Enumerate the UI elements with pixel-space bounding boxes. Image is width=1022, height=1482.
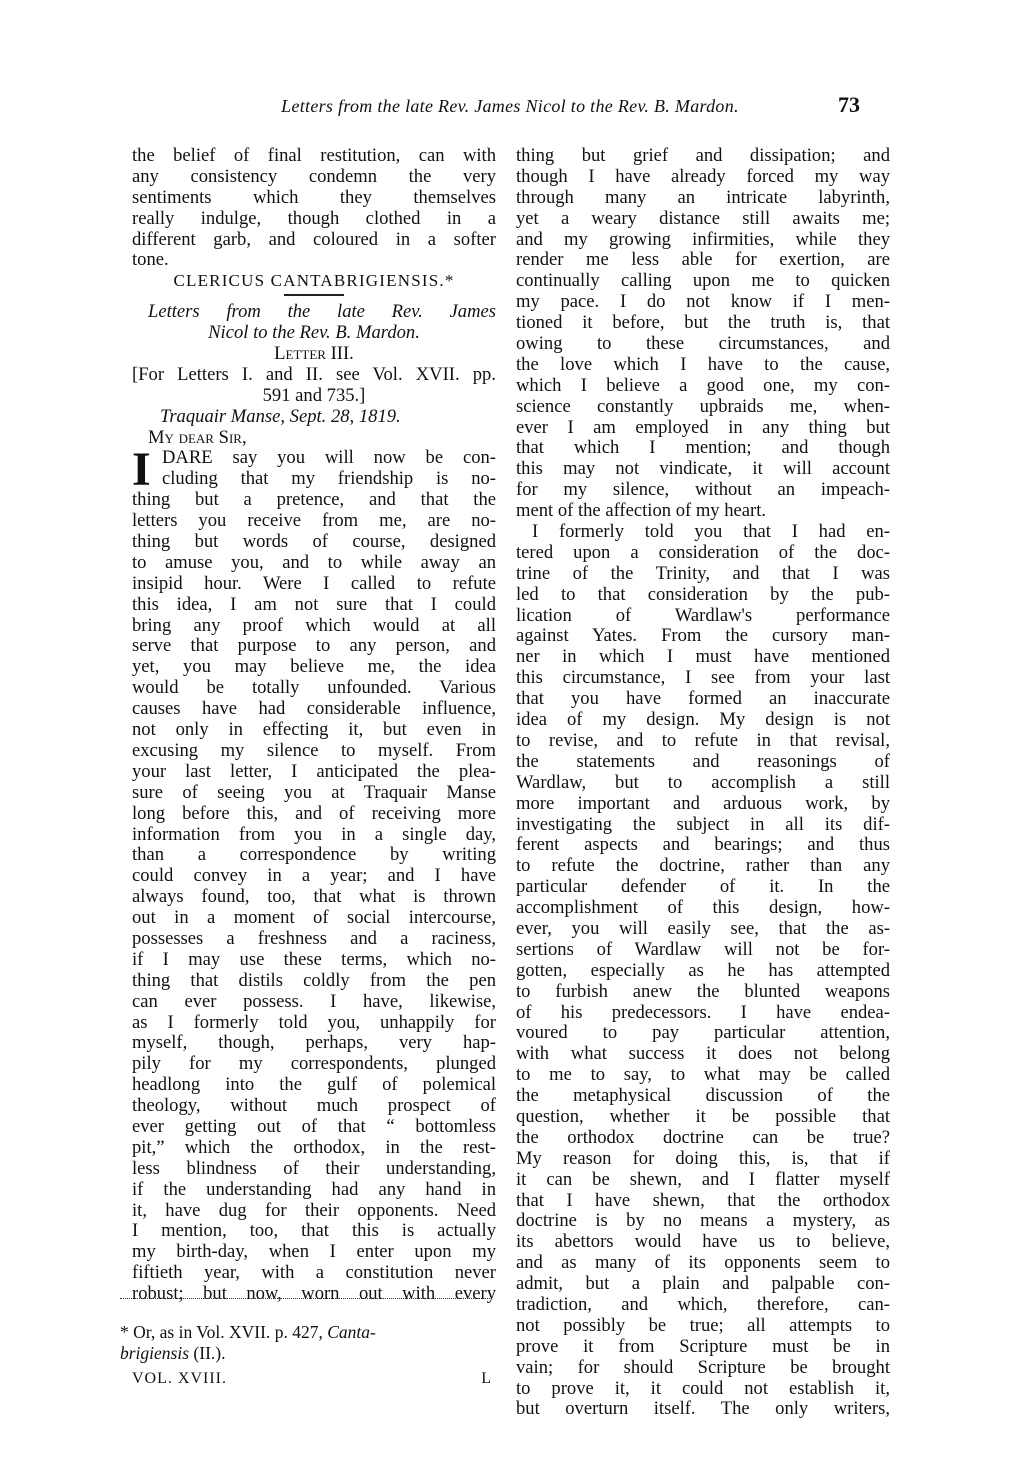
text-line: pit,” which the orthodox, in the rest- [132, 1137, 496, 1158]
text-line: ment of the affection of my heart. [516, 501, 767, 522]
text-line: ferent aspects and bearings; and thus [516, 835, 890, 856]
text-line: thing but grief and dissipation; and [516, 146, 890, 166]
text-line: would be totally unfounded. Various [132, 678, 496, 699]
text-line: ever I am employed in any thing but [516, 417, 890, 438]
text-line: DARE say you will now be con- [162, 448, 496, 469]
footnote-italic-text: Canta- [327, 1322, 376, 1342]
text-line: excusing my silence to myself. From [132, 740, 496, 761]
text-line: science constantly upbraids me, when- [516, 396, 890, 417]
text-line: to refute the doctrine, rather than any [516, 856, 890, 877]
footnote-italic-text: brigiensis [120, 1343, 190, 1363]
text-line: to furbish anew the blunted weapons [516, 981, 890, 1002]
text-line: admit, but a plain and palpable con- [516, 1274, 890, 1295]
text-line: which I believe a good one, my con- [516, 375, 890, 396]
gathering-letter: L [481, 1370, 492, 1387]
text-line: I formerly told you that I had en- [532, 522, 890, 543]
text-line: but overturn itself. The only writers, [516, 1399, 890, 1420]
text-line: fiftieth year, with a constitution never [132, 1263, 496, 1284]
opening-paragraph [132, 443, 496, 497]
text-line: different garb, and coloured in a softer [132, 229, 496, 250]
text-line: not possibly be true; all attempts to [516, 1315, 890, 1336]
text-line: through many an intricate labyrinth, [516, 187, 890, 208]
text-line: investigating the subject in all its dif- [516, 814, 890, 835]
text-line: doctrine is by no means a mystery, as [516, 1211, 890, 1232]
text-line: insipid hour. Were I called to refute [132, 573, 496, 594]
dateline: Traquair Manse, Sept. 28, 1819. [160, 406, 401, 427]
text-line: that you have formed an inaccurate [516, 689, 890, 710]
text-line: to prove it, it could not establish it, [516, 1378, 890, 1399]
text-line: this may not vindicate, it will account [516, 459, 890, 480]
text-line: can ever possess. I have, likewise, [132, 991, 496, 1012]
printer-signature-mark [132, 1370, 492, 1388]
text-line: the metaphysical discussion of the [516, 1086, 890, 1107]
text-line: robust; but now, worn out with every [132, 1284, 496, 1305]
text-line: my pace. I do not know if I men- [516, 292, 890, 313]
text-line: thing that distils coldly from the pen [132, 970, 496, 991]
text-line: owing to these circumstances, and [516, 334, 890, 355]
text-line: bring any proof which would at all [132, 615, 496, 636]
text-line: could convey in a year; and I have [132, 866, 496, 887]
text-line: led to that consideration by the pub- [516, 584, 890, 605]
text-line: the orthodox doctrine can be true? [516, 1127, 890, 1148]
text-line: sentiments which they themselves [132, 187, 496, 208]
text-line: less blindness of their understanding, [132, 1158, 496, 1179]
letter-heading: Letter III. [274, 344, 354, 365]
text-line: with what success it does not belong [516, 1044, 890, 1065]
text-line: your last letter, I anticipated the plea- [132, 761, 496, 782]
text-line: thing but words of course, designed [132, 532, 496, 553]
text-line: to me to say, to what may be called [516, 1065, 890, 1086]
footnote-divider [120, 1298, 492, 1300]
text-line: it can be shewn, and I flatter myself [516, 1169, 890, 1190]
text-line: it, have dug for their opponents. Need [132, 1200, 496, 1221]
editorial-note-line: [For Letters I. and II. see Vol. XVII. pp. [132, 364, 496, 385]
text-line: to revise, and to refute in that revisal, [516, 730, 890, 751]
text-line: tradiction, and which, therefore, can- [516, 1294, 890, 1315]
text-line: I mention, too, that this is actually [132, 1221, 496, 1242]
footnote [120, 1322, 500, 1364]
text-line: information from you in a single day, [132, 824, 496, 845]
text-line: long before this, and of receiving more [132, 803, 496, 824]
footnote-text: (II.). [189, 1343, 226, 1363]
text-line: than a correspondence by writing [132, 845, 496, 866]
text-line: causes have had considerable influence, [132, 699, 496, 720]
text-line: pily for my correspondents, plunged [132, 1054, 496, 1075]
section-rule [284, 294, 344, 296]
text-line: sure of seeing you at Traquair Manse [132, 782, 496, 803]
text-line: sertions of Wardlaw will not be for- [516, 939, 890, 960]
author-signature: CLERICUS CANTABRIGIENSIS.* [173, 271, 455, 291]
text-line: against Yates. From the cursory man- [516, 626, 890, 647]
volume-label: VOL. XVIII. [132, 1370, 227, 1387]
text-line: this circumstance, I see from your last [516, 668, 890, 689]
text-line: cluding that my friendship is no- [162, 469, 496, 490]
text-line: render me less able for exertion, are [516, 250, 890, 271]
text-line: serve that purpose to any person, and [132, 636, 496, 657]
text-line: yet a weary distance still awaits me; [516, 208, 890, 229]
text-line: my birth-day, when I enter upon my [132, 1242, 496, 1263]
text-line: for my silence, without an impeach- [516, 480, 890, 501]
text-line: tered upon a consideration of the doc- [516, 542, 890, 563]
text-line: vain; for should Scripture be brought [516, 1357, 890, 1378]
text-line: if I may use these terms, which no- [132, 949, 496, 970]
text-line: trine of the Trinity, and that I was [516, 563, 890, 584]
text-line: its abettors would have us to believe, [516, 1232, 890, 1253]
text-line: any consistency condemn the very [132, 166, 496, 187]
text-line: always found, too, that what is thrown [132, 887, 496, 908]
article-title-line: Letters from the late Rev. James [148, 302, 496, 323]
text-line: though I have already forced my way [516, 166, 890, 187]
text-line: Wardlaw, but to accomplish a still [516, 772, 890, 793]
text-line: tioned it before, but the truth is, that [516, 313, 890, 334]
right-column [516, 146, 890, 1420]
text-line: if the understanding had any hand in [132, 1179, 496, 1200]
text-line: ever, you will easily see, that the as- [516, 918, 890, 939]
text-line: letters you receive from me, are no- [132, 511, 496, 532]
text-line: particular defender of it. In the [516, 877, 890, 898]
text-line: and as many of its opponents seem to [516, 1253, 890, 1274]
text-line: ever getting out of that “ bottomless [132, 1116, 496, 1137]
text-line: that which I mention; and though [516, 438, 890, 459]
text-line: question, whether it be possible that [516, 1106, 890, 1127]
text-line: to amuse you, and to while away an [132, 552, 496, 573]
text-line: prove it from Scripture must be in [516, 1336, 890, 1357]
text-line: continually calling upon me to quicken [516, 271, 890, 292]
text-line: My reason for doing this, is, that if [516, 1148, 890, 1169]
text-line: the statements and reasonings of [516, 751, 890, 772]
text-line: the belief of final restitution, can with [132, 146, 496, 166]
text-line: gotten, especially as he has attempted [516, 960, 890, 981]
text-line: accomplishment of this design, how- [516, 898, 890, 919]
text-line: headlong into the gulf of polemical [132, 1075, 496, 1096]
text-line: out in a moment of social intercourse, [132, 908, 496, 929]
text-line: yet, you may believe me, the idea [132, 657, 496, 678]
editorial-note-line: 591 and 735.] [262, 385, 366, 406]
text-line: more important and arduous work, by [516, 793, 890, 814]
text-line: myself, though, perhaps, very hap- [132, 1033, 496, 1054]
text-line: tone. [132, 250, 169, 271]
page-number: 73 [838, 92, 860, 117]
text-line: voured to pay particular attention, [516, 1023, 890, 1044]
text-line: of his predecessors. I have endea- [516, 1002, 890, 1023]
drop-cap: I [132, 443, 151, 497]
text-line: lication of Wardlaw's performance [516, 605, 890, 626]
text-line: idea of my design. My design is not [516, 710, 890, 731]
text-line: as I formerly told you, unhappily for [132, 1012, 496, 1033]
text-line: thing but a pretence, and that the [132, 490, 496, 511]
article-title-line: Nicol to the Rev. B. Mardon. [208, 323, 420, 344]
text-line: and my growing infirmities, while they [516, 229, 890, 250]
text-line: ner in which I must have mentioned [516, 647, 890, 668]
text-line: really indulge, though clothed in a [132, 208, 496, 229]
text-line: the love which I have to the cause, [516, 354, 890, 375]
salutation: My dear Sir, [148, 427, 247, 448]
text-line: theology, without much prospect of [132, 1096, 496, 1117]
text-line: this idea, I am not sure that I could [132, 594, 496, 615]
left-column [132, 146, 496, 1305]
text-line: not only in effecting it, but even in [132, 720, 496, 741]
running-head: Letters from the late Rev. James Nicol to the Rev. B. Mardon. [281, 96, 739, 116]
text-line: that I have shewn, that the orthodox [516, 1190, 890, 1211]
text-line: possesses a freshness and a raciness, [132, 928, 496, 949]
footnote-text: * Or, as in Vol. XVII. p. 427, [120, 1322, 328, 1342]
